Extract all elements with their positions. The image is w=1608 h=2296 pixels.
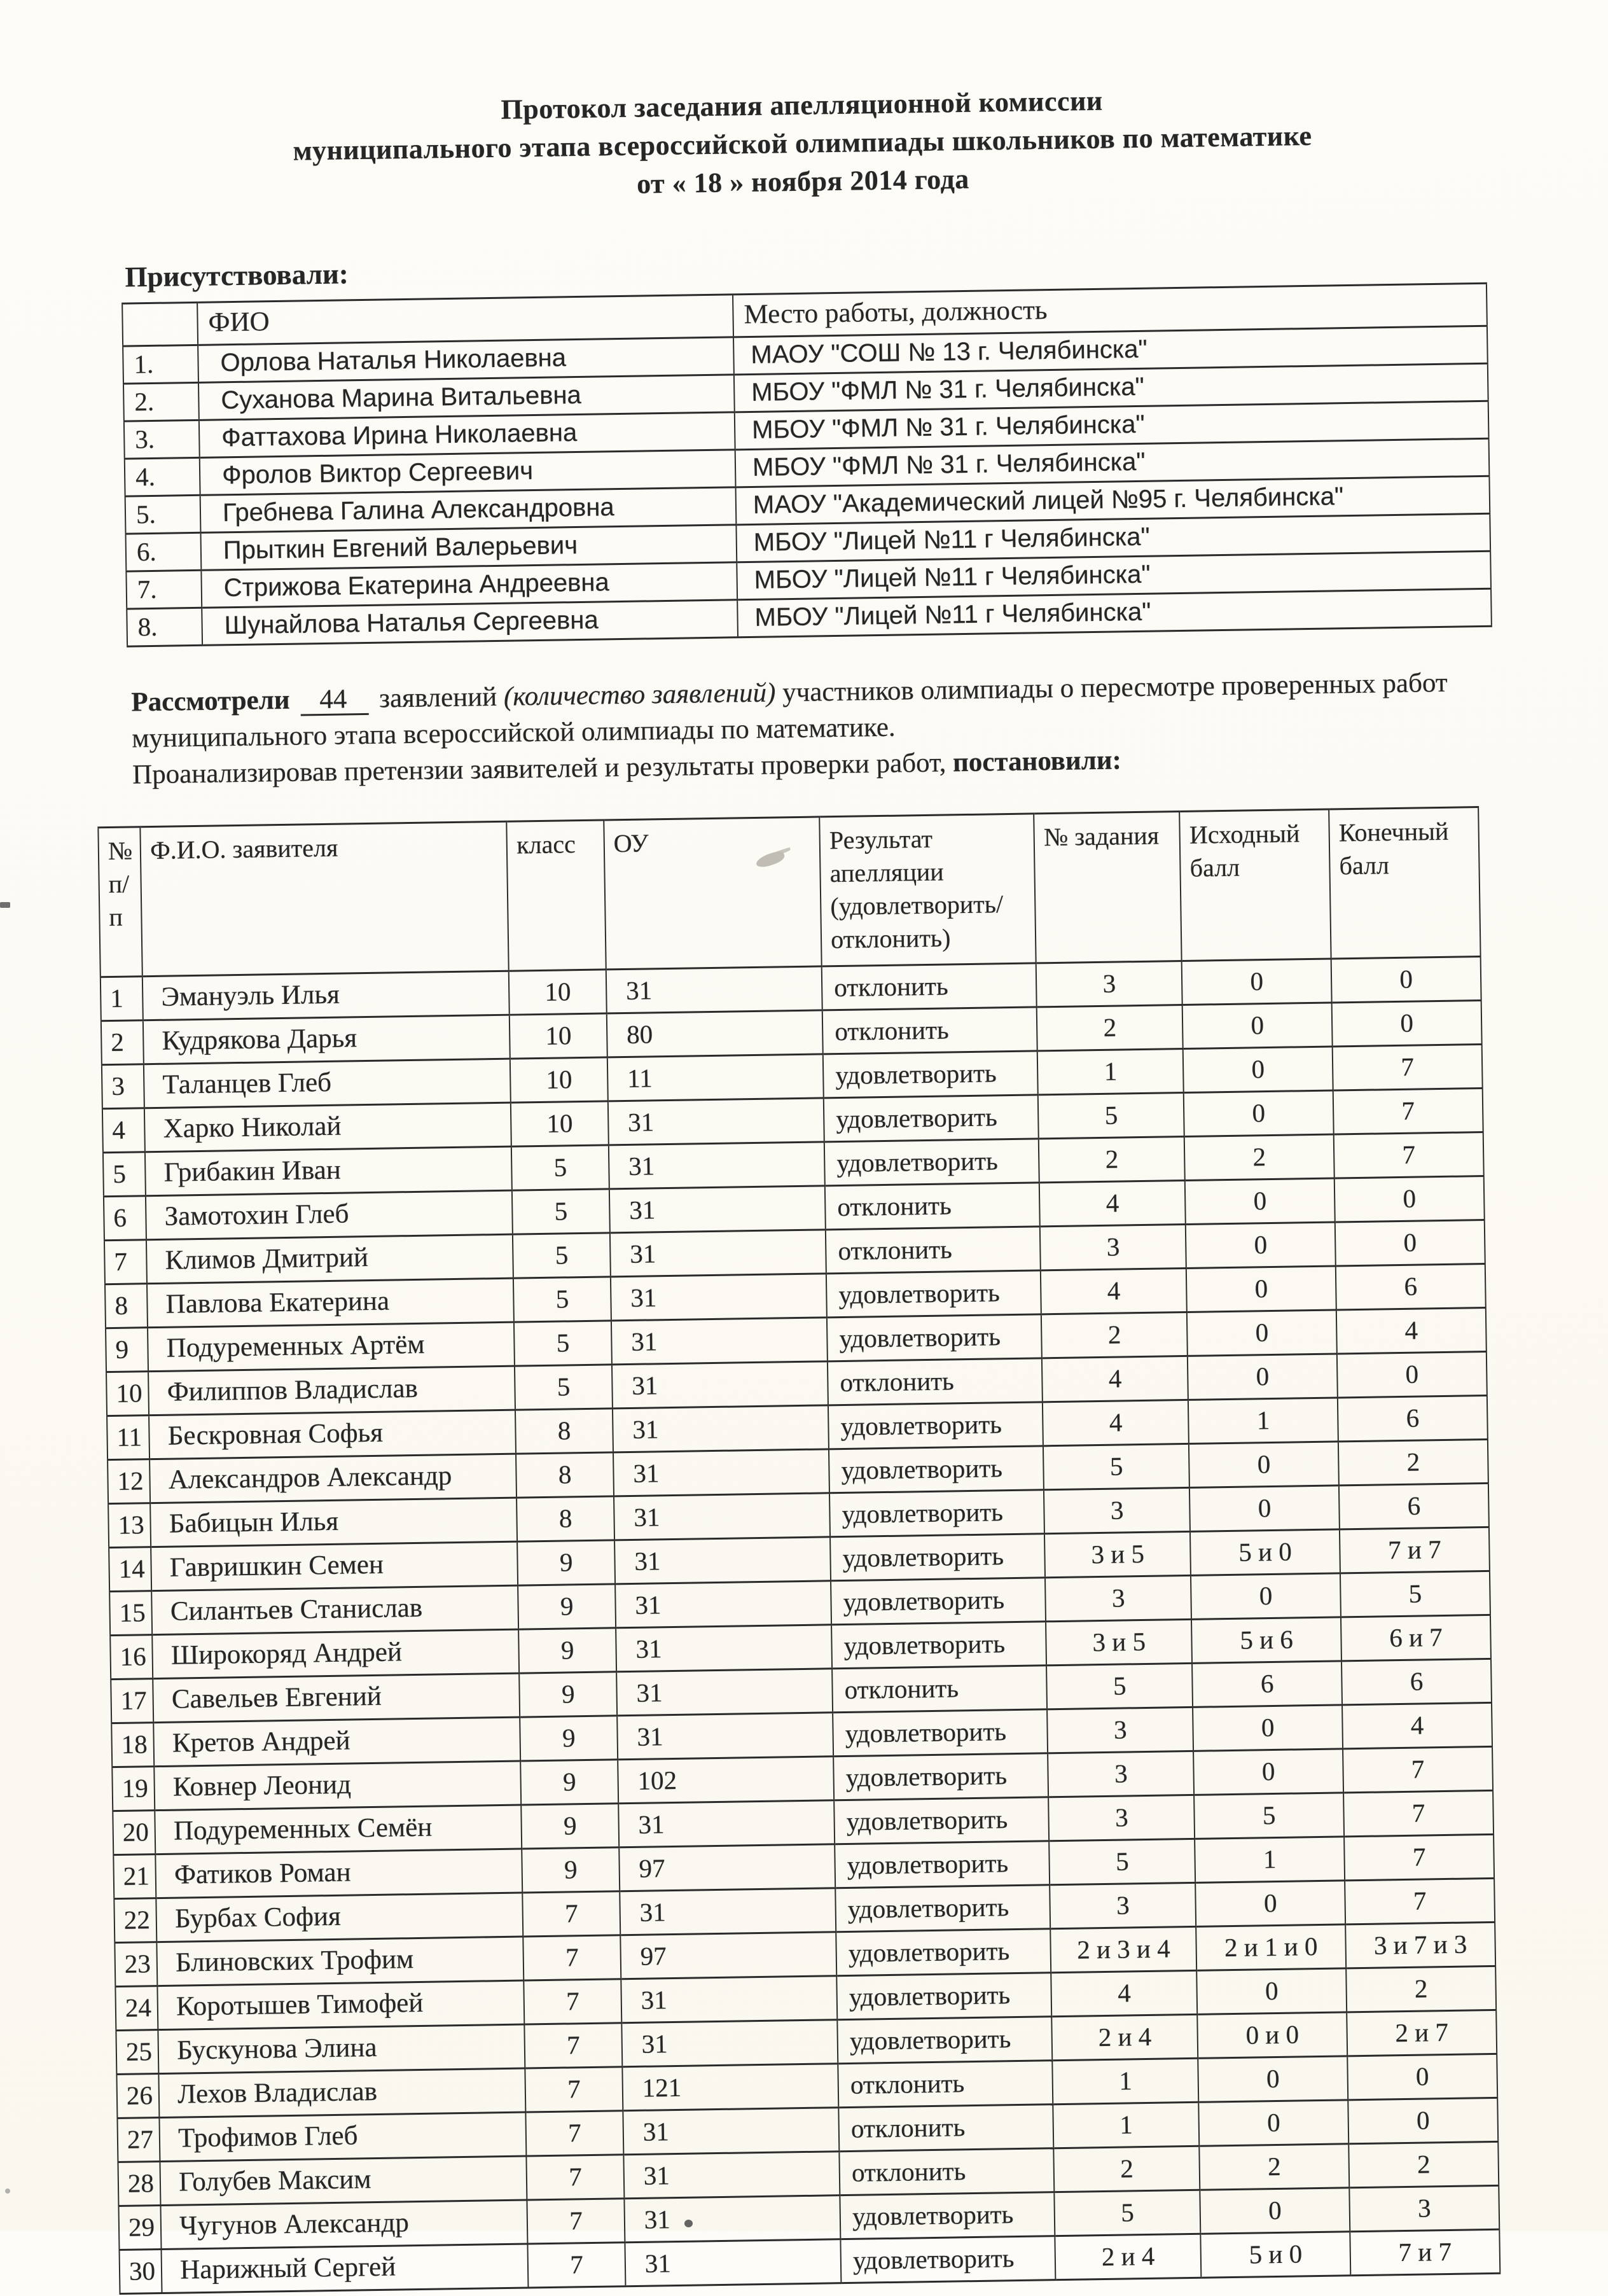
decision-number: 16 <box>110 1635 153 1680</box>
task-number: 3 <box>1036 961 1182 1007</box>
attendees-table <box>121 282 1492 648</box>
appeal-result: удовлетворить <box>824 1139 1039 1186</box>
attendee-workplace: МБОУ "ФМЛ № 31 г. Челябинска" <box>735 401 1489 450</box>
attendee-number: 4. <box>125 457 200 496</box>
final-score: 7 <box>1345 1878 1495 1924</box>
appeal-result: удовлетворить <box>840 2192 1055 2239</box>
attendee-number: 5. <box>125 495 201 534</box>
initial-score: 1 <box>1195 1837 1345 1882</box>
final-score: 4 <box>1342 1702 1492 1748</box>
task-number: 5 <box>1046 1663 1193 1709</box>
applicant-grade: 9 <box>517 1540 615 1585</box>
applicant-school: 31 <box>613 1449 829 1496</box>
scan-speck <box>0 902 10 908</box>
decisions-header-name: Ф.И.О. заявителя <box>141 821 509 977</box>
applicant-grade: 8 <box>516 1452 614 1498</box>
applicant-school: 31 <box>612 1361 828 1409</box>
applicant-name: Грибакин Иван <box>145 1146 512 1196</box>
attendee-number: 6. <box>126 532 202 571</box>
decision-number: 14 <box>109 1547 151 1592</box>
applicant-name: Подуременных Семён <box>155 1805 522 1854</box>
final-score: 0 <box>1337 1351 1487 1397</box>
applicant-school: 121 <box>622 2064 838 2111</box>
applicant-school: 31 <box>621 1976 837 2023</box>
decisions-header-final: Конечный балл <box>1329 807 1480 959</box>
final-score: 7 <box>1334 1132 1484 1178</box>
decision-number: 6 <box>104 1196 146 1241</box>
attendee-name: Орлова Наталья Николаевна <box>198 337 734 382</box>
appeal-result: удовлетворить <box>826 1270 1041 1318</box>
attendee-number: 7. <box>126 570 202 609</box>
applicant-school: 31 <box>623 2108 839 2155</box>
task-number: 5 <box>1050 1839 1196 1884</box>
applicant-name: Ковнер Леонид <box>154 1761 521 1811</box>
task-number: 2 <box>1039 1136 1185 1182</box>
initial-score: 0 <box>1182 959 1332 1005</box>
applicant-name: Нарижный Сергей <box>162 2244 529 2293</box>
applicant-grade: 10 <box>509 970 607 1015</box>
decision-number: 15 <box>109 1591 152 1636</box>
applicant-school: 31 <box>610 1230 826 1277</box>
applicant-grade: 5 <box>512 1189 610 1234</box>
applicant-name: Гавришкин Семен <box>151 1541 518 1591</box>
task-number: 3 <box>1048 1751 1194 1797</box>
applicant-school: 11 <box>607 1054 824 1101</box>
considered-lead: Рассмотрели <box>131 685 290 718</box>
decision-number: 4 <box>102 1108 145 1153</box>
decision-number: 26 <box>116 2074 159 2119</box>
task-number: 3 <box>1045 1575 1191 1621</box>
decisions-table <box>97 806 1501 2295</box>
attendee-workplace: МБОУ "ФМЛ № 31 г. Челябинска" <box>734 363 1488 412</box>
applicant-school: 31 <box>623 2152 840 2199</box>
document-title <box>67 76 1537 212</box>
task-number: 4 <box>1039 1180 1186 1226</box>
applicant-grade: 5 <box>513 1233 611 1278</box>
applicant-name: Кудрякова Дарья <box>143 1015 510 1064</box>
decision-number: 5 <box>103 1152 146 1197</box>
decision-number: 25 <box>116 2030 158 2075</box>
resolved-text: Проанализировав претензии заявителей и результаты проверки работ, <box>132 748 946 790</box>
applicant-name: Чугунов Александр <box>161 2200 528 2250</box>
title-line-2: муниципального этапа всероссийской олимпиады школьников по математике <box>293 120 1312 167</box>
initial-score: 2 <box>1184 1134 1334 1180</box>
appeal-result: удовлетворить <box>829 1446 1044 1493</box>
applicant-name: Климов Дмитрий <box>146 1234 513 1284</box>
final-score: 7 и 7 <box>1350 2229 1500 2275</box>
initial-score: 0 <box>1189 1485 1340 1531</box>
initial-score: 0 <box>1198 2056 1348 2102</box>
initial-score: 0 <box>1198 2100 1348 2146</box>
task-number: 3 <box>1048 1795 1195 1840</box>
applicant-grade: 10 <box>510 1057 608 1103</box>
initial-score: 0 <box>1188 1354 1338 1400</box>
task-number: 3 <box>1044 1487 1190 1533</box>
applicant-school: 31 <box>614 1493 830 1540</box>
task-number: 1 <box>1053 2058 1199 2104</box>
attendee-name: Шунайлова Наталья Сергеевна <box>202 600 738 645</box>
applicant-school: 31 <box>618 1800 835 1847</box>
task-number: 5 <box>1038 1092 1184 1138</box>
attendee-name: Стрижова Екатерина Андреевна <box>201 562 737 608</box>
applicant-school: 31 <box>608 1098 824 1145</box>
applicant-grade: 9 <box>522 1847 620 1893</box>
attendee-workplace: МАОУ "СОШ № 13 г. Челябинска" <box>733 326 1488 375</box>
initial-score: 0 <box>1184 1090 1334 1136</box>
applicant-name: Павлова Екатерина <box>147 1278 514 1328</box>
appeal-result: отклонить <box>825 1183 1040 1230</box>
applicant-grade: 8 <box>516 1496 614 1541</box>
applicant-name: Александров Александр <box>149 1454 516 1503</box>
task-number: 2 и 3 и 4 <box>1051 1926 1197 1972</box>
initial-score: 0 <box>1187 1310 1337 1356</box>
final-score: 0 <box>1335 1220 1485 1265</box>
decision-number: 21 <box>113 1854 156 1899</box>
decision-number: 12 <box>107 1459 150 1504</box>
applicant-grade: 5 <box>513 1277 611 1322</box>
final-score: 2 <box>1346 1966 1496 2012</box>
final-score: 0 <box>1348 2098 1498 2143</box>
task-number: 3 <box>1050 1882 1196 1928</box>
applicant-name: Бускунова Элина <box>158 2024 525 2074</box>
appeal-result: удовлетворить <box>828 1402 1043 1449</box>
appeal-result: отклонить <box>832 1666 1047 1713</box>
decision-number: 1 <box>100 977 143 1021</box>
applicant-grade: 7 <box>525 2023 623 2068</box>
appeal-result: удовлетворить <box>835 1885 1050 1932</box>
applicant-name: Таланцев Глеб <box>144 1059 511 1108</box>
applicant-school: 31 <box>616 1669 833 1716</box>
attendee-name: Гребнева Галина Александровна <box>200 487 737 532</box>
initial-score: 0 <box>1186 1222 1336 1268</box>
attendee-workplace: МБОУ "Лицей №11 г Челябинска" <box>737 588 1492 637</box>
decisions-header-num: № п/п <box>98 827 142 977</box>
considered-section <box>131 664 1522 793</box>
appeal-result: отклонить <box>838 2105 1053 2152</box>
applicant-school: 31 <box>615 1581 831 1628</box>
final-score: 6 <box>1339 1483 1489 1529</box>
decision-number: 27 <box>117 2118 160 2162</box>
appeal-result: удовлетворить <box>827 1314 1042 1361</box>
initial-score: 5 <box>1194 1793 1344 1839</box>
appeal-result: удовлетворить <box>830 1534 1045 1581</box>
applicant-school: 31 <box>611 1318 828 1365</box>
applicant-school: 31 <box>625 2239 841 2286</box>
applicant-name: Фатиков Роман <box>156 1849 523 1898</box>
task-number: 4 <box>1043 1400 1189 1445</box>
final-score: 5 <box>1340 1571 1490 1617</box>
initial-score: 5 и 6 <box>1191 1617 1341 1663</box>
decision-number: 18 <box>111 1723 154 1767</box>
final-score: 7 <box>1343 1790 1494 1836</box>
initial-score: 0 <box>1185 1178 1335 1224</box>
final-score: 0 <box>1347 2054 1497 2099</box>
applicant-school: 31 <box>611 1274 827 1321</box>
initial-score: 0 <box>1186 1266 1336 1312</box>
task-number: 5 <box>1043 1444 1189 1489</box>
final-score: 7 и 7 <box>1340 1527 1490 1573</box>
attendee-name: Фролов Виктор Сергеевич <box>200 450 736 495</box>
appeal-result: удовлетворить <box>831 1578 1046 1625</box>
decision-number: 7 <box>104 1240 147 1284</box>
applicant-name: Подуременных Артём <box>148 1322 515 1372</box>
task-number: 4 <box>1051 1970 1198 2016</box>
attendee-name: Фаттахова Ирина Николаевна <box>199 412 735 457</box>
appeal-result: удовлетворить <box>835 1841 1050 1888</box>
final-score: 6 <box>1336 1263 1486 1309</box>
applicant-grade: 7 <box>524 1979 622 2024</box>
appeal-result: удовлетворить <box>836 1929 1051 1976</box>
applicant-grade: 10 <box>511 1101 609 1146</box>
task-number: 2 <box>1037 1005 1183 1051</box>
appeal-result: удовлетворить <box>831 1622 1046 1669</box>
attendees-heading: Присутствовали: <box>125 258 349 293</box>
applicant-grade: 7 <box>527 2155 625 2200</box>
initial-score: 0 <box>1191 1573 1341 1619</box>
applicant-school: 31 <box>617 1713 833 1760</box>
initial-score: 0 <box>1193 1705 1343 1751</box>
applicant-school: 97 <box>619 1844 835 1891</box>
initial-score: 0 <box>1195 1881 1345 1926</box>
initial-score: 1 <box>1188 1398 1338 1444</box>
applicant-name: Голубев Максим <box>160 2156 527 2206</box>
title-line-1: Протокол заседания апелляционной комиссии <box>501 85 1104 125</box>
initial-score: 0 <box>1183 1047 1333 1092</box>
applicant-school: 102 <box>618 1757 834 1804</box>
attendee-number: 8. <box>127 608 202 646</box>
applicant-school: 31 <box>614 1537 831 1584</box>
applicant-name: Коротышев Тимофей <box>158 1980 525 2030</box>
initial-score: 0 <box>1182 1003 1333 1048</box>
task-number: 3 <box>1047 1707 1193 1753</box>
applicant-grade: 10 <box>509 1013 607 1059</box>
decision-number: 20 <box>113 1811 155 1855</box>
initial-score: 0 <box>1193 1749 1343 1795</box>
initial-score: 0 и 0 <box>1197 2012 1347 2058</box>
final-score: 4 <box>1336 1307 1487 1353</box>
task-number: 3 <box>1040 1224 1186 1270</box>
applicant-school: 31 <box>609 1186 826 1233</box>
decision-number: 24 <box>115 1986 158 2031</box>
applicant-grade: 9 <box>520 1716 618 1761</box>
applicant-grade: 9 <box>519 1672 617 1717</box>
applicant-name: Бескровная Софья <box>149 1410 516 1459</box>
task-number: 2 <box>1041 1312 1188 1358</box>
appeal-result: отклонить <box>826 1227 1041 1274</box>
appeal-result: отклонить <box>839 2148 1054 2195</box>
decision-number: 17 <box>111 1679 153 1723</box>
decision-number: 10 <box>106 1372 149 1416</box>
applicant-name: Савельев Евгений <box>153 1673 520 1723</box>
applicant-name: Филиппов Владислав <box>148 1366 515 1416</box>
applicant-name: Трофимов Глеб <box>160 2112 527 2162</box>
task-number: 2 и 4 <box>1055 2234 1202 2279</box>
appeal-result: отклонить <box>822 1007 1037 1054</box>
task-number: 2 <box>1054 2146 1200 2192</box>
task-number: 1 <box>1037 1048 1184 1094</box>
decisions-header-row <box>98 807 1480 977</box>
final-score: 7 <box>1333 1045 1483 1090</box>
final-score: 0 <box>1332 1001 1482 1047</box>
final-score: 0 <box>1334 1176 1485 1222</box>
decision-number: 11 <box>107 1416 149 1460</box>
applicant-school: 31 <box>606 966 822 1013</box>
final-score: 0 <box>1331 957 1481 1003</box>
appeal-result: отклонить <box>822 963 1037 1010</box>
applicant-grade: 9 <box>518 1628 616 1673</box>
applicant-grade: 7 <box>528 2243 626 2288</box>
initial-score: 0 <box>1200 2188 1350 2234</box>
appeal-result: удовлетворить <box>823 1051 1038 1098</box>
applicant-name: Эмануэль Илья <box>142 971 509 1020</box>
initial-score: 5 и 0 <box>1190 1529 1340 1575</box>
applicant-school: 97 <box>620 1932 836 1979</box>
applicant-grade: 7 <box>523 1935 621 1980</box>
task-number: 3 и 5 <box>1046 1619 1192 1665</box>
applicant-school: 31 <box>616 1625 832 1672</box>
attendee-name: Прыткин Евгений Валерьевич <box>200 525 737 570</box>
decisions-header-grade: класс <box>507 820 606 971</box>
appeal-result: удовлетворить <box>824 1095 1039 1142</box>
decisions-header-task: № задания <box>1034 812 1182 963</box>
task-number: 4 <box>1041 1268 1187 1314</box>
decision-number: 13 <box>108 1503 151 1548</box>
applicant-grade: 5 <box>514 1321 612 1366</box>
attendees-header-workplace: Место работы, должность <box>733 283 1487 337</box>
applicant-name: Блиновских Трофим <box>157 1937 524 1986</box>
appeal-result: удовлетворить <box>833 1753 1048 1800</box>
decision-number: 2 <box>101 1020 144 1065</box>
decision-number: 22 <box>114 1898 156 1943</box>
applicant-grade: 8 <box>515 1409 613 1454</box>
applicant-school: 31 <box>620 1888 836 1935</box>
final-score: 2 и 7 <box>1347 2010 1497 2056</box>
applicant-school: 31 <box>609 1142 825 1189</box>
decision-number: 3 <box>102 1064 144 1109</box>
applicant-school: 80 <box>607 1010 823 1057</box>
appeal-result: удовлетворить <box>836 1973 1051 2020</box>
applicant-school: 31 <box>624 2195 840 2243</box>
applicant-name: Замотохин Глеб <box>146 1190 513 1240</box>
final-score: 2 <box>1338 1439 1488 1485</box>
attendee-workplace: МАОУ "Академический лицей №95 г. Челябинска" <box>736 476 1490 525</box>
considered-italic-note: (количество заявлений) <box>503 678 776 712</box>
final-score: 6 и 7 <box>1341 1615 1491 1660</box>
considered-count: 44 <box>300 685 369 716</box>
initial-score: 0 <box>1196 1968 1347 2014</box>
applicant-name: Харко Николай <box>144 1103 511 1152</box>
final-score: 3 и 7 и 3 <box>1345 1922 1495 1968</box>
initial-score: 0 <box>1189 1442 1339 1487</box>
decision-number: 23 <box>114 1942 157 1987</box>
decision-number: 29 <box>118 2206 161 2250</box>
applicant-grade: 9 <box>522 1804 620 1849</box>
appeal-result: удовлетворить <box>841 2236 1056 2283</box>
decision-number: 9 <box>106 1328 148 1372</box>
attendee-number: 1. <box>123 345 198 384</box>
final-score: 2 <box>1348 2141 1499 2187</box>
appeal-result: удовлетворить <box>834 1797 1049 1844</box>
appeal-result: отклонить <box>838 2061 1053 2108</box>
applicant-name: Бурбах София <box>156 1893 523 1942</box>
initial-score: 2 <box>1199 2144 1349 2190</box>
decision-number: 30 <box>120 2250 162 2294</box>
resolved-bold: постановили: <box>952 745 1122 778</box>
final-score: 7 <box>1344 1834 1494 1880</box>
applicant-name: Лехов Владислав <box>159 2068 526 2118</box>
attendee-workplace: МБОУ "Лицей №11 г Челябинска" <box>736 513 1490 562</box>
final-score: 6 <box>1341 1659 1492 1704</box>
decision-number: 28 <box>118 2162 160 2206</box>
attendee-name: Суханова Марина Витальевна <box>198 375 735 420</box>
initial-score: 5 и 0 <box>1201 2232 1351 2278</box>
title-line-3: от « 18 » ноября 2014 года <box>636 163 969 200</box>
applicant-grade: 9 <box>521 1760 619 1805</box>
applicant-grade: 7 <box>527 2199 625 2244</box>
applicant-name: Силантьев Станислав <box>151 1585 518 1635</box>
applicant-name: Широкоряд Андрей <box>152 1629 519 1679</box>
task-number: 1 <box>1053 2102 1200 2148</box>
considered-after-count: заявлений <box>378 681 497 714</box>
applicant-school: 31 <box>613 1405 829 1452</box>
task-number: 5 <box>1055 2190 1201 2236</box>
decision-number: 19 <box>112 1767 155 1811</box>
applicant-grade: 5 <box>511 1145 609 1190</box>
task-number: 4 <box>1042 1356 1188 1402</box>
attendee-number: 2. <box>123 382 199 421</box>
applicant-name: Бабицын Илья <box>150 1498 517 1547</box>
attendees-header-fio: ФИО <box>197 295 733 345</box>
scan-speck <box>684 2220 693 2227</box>
task-number: 3 и 5 <box>1044 1531 1191 1577</box>
applicant-grade: 7 <box>523 1891 621 1937</box>
applicant-grade: 7 <box>526 2111 624 2156</box>
attendee-workplace: МБОУ "Лицей №11 г Челябинска" <box>737 551 1491 600</box>
final-score: 7 <box>1333 1089 1483 1134</box>
task-number: 2 и 4 <box>1052 2014 1198 2060</box>
appeal-result: удовлетворить <box>829 1490 1044 1537</box>
attendee-workplace: МБОУ "ФМЛ № 31 г. Челябинска" <box>735 438 1490 487</box>
attendee-number: 3. <box>124 420 200 459</box>
decisions-header-initial: Исходный балл <box>1179 809 1331 961</box>
final-score: 3 <box>1349 2185 1499 2231</box>
final-score: 6 <box>1338 1395 1488 1441</box>
appeal-result: удовлетворить <box>833 1709 1048 1757</box>
applicant-name: Кретов Андрей <box>153 1717 520 1767</box>
appeal-result: удовлетворить <box>837 2017 1052 2064</box>
initial-score: 2 и 1 и 0 <box>1196 1924 1346 1970</box>
considered-rest: участников олимпиады о пересмотре проверенных работ муниципального этапа всероссийской олимпиады по математике. <box>131 667 1448 754</box>
applicant-school: 31 <box>621 2020 838 2067</box>
decision-number: 8 <box>105 1284 148 1328</box>
applicant-grade: 5 <box>515 1365 613 1410</box>
applicant-grade: 7 <box>525 2067 623 2112</box>
initial-score: 6 <box>1192 1661 1342 1707</box>
attendees-header-empty <box>122 302 198 346</box>
final-score: 7 <box>1343 1746 1493 1792</box>
applicant-grade: 9 <box>518 1584 616 1629</box>
scan-speck <box>5 2188 10 2194</box>
appeal-result: отклонить <box>828 1358 1043 1405</box>
decisions-header-result: Результат апелляции (удовлетворить/ отклонить) <box>819 814 1036 966</box>
decisions-header-school: ОУ <box>604 817 822 970</box>
